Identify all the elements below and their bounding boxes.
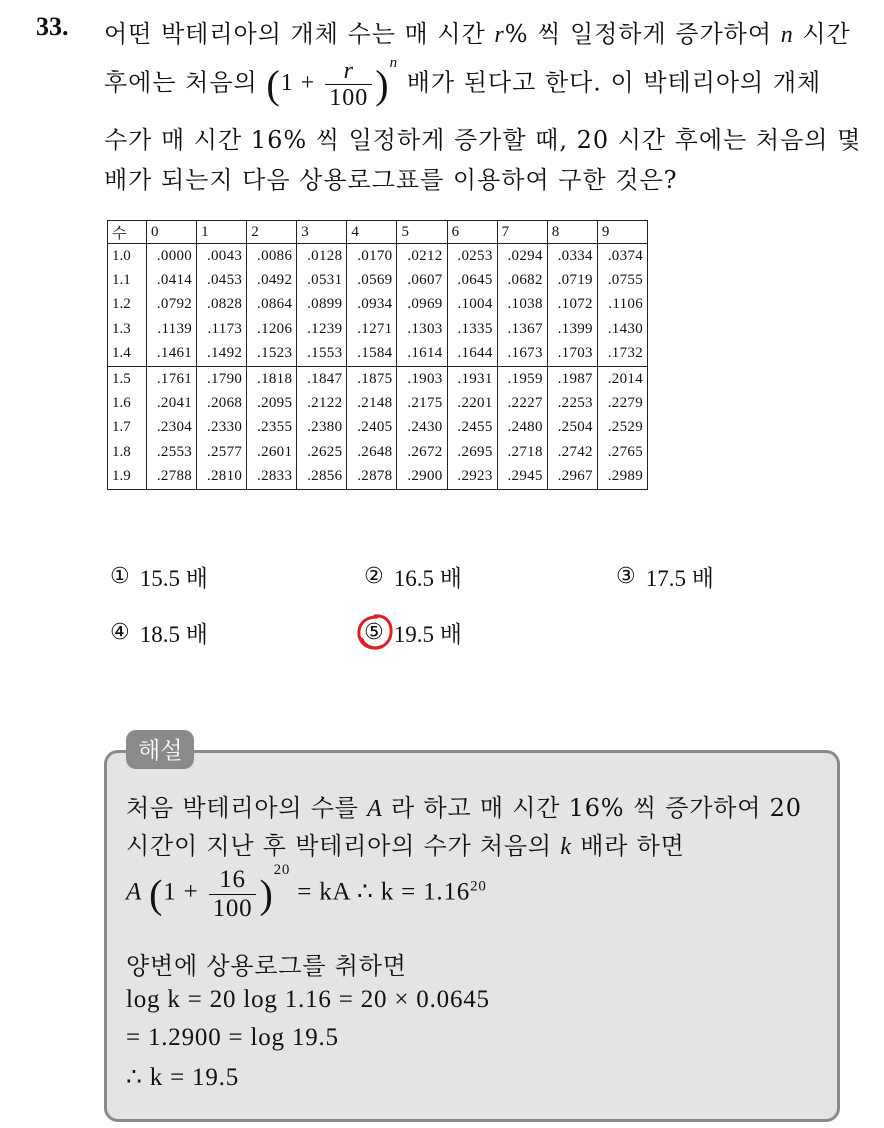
choice-number: ② xyxy=(364,564,384,589)
solution-line-5: log k = 20 log 1.16 = 20 × 0.0645 xyxy=(126,986,490,1013)
log-table-cell: .0170 xyxy=(347,244,397,269)
log-table-cell: .2945 xyxy=(497,465,547,490)
log-table-cell: .1614 xyxy=(397,342,447,367)
variable-k: k xyxy=(560,834,572,860)
log-table-cell: .2742 xyxy=(547,440,597,464)
question-number: 33. xyxy=(36,12,69,41)
eq-exponent: 20 xyxy=(273,862,291,879)
log-table-header: 3 xyxy=(297,221,347,244)
solution-line-2 xyxy=(126,826,685,861)
log-table-cell: .2122 xyxy=(297,391,347,415)
log-table-row-header: 1.2 xyxy=(108,293,147,317)
log-table-cell: .2279 xyxy=(597,391,647,415)
log-table-cell: .0682 xyxy=(497,268,547,292)
log-table-cell: .0000 xyxy=(147,244,197,269)
log-table-cell: .2648 xyxy=(347,440,397,464)
choice-text: 15.5 배 xyxy=(139,566,208,591)
log-table-cell: .0645 xyxy=(447,268,497,292)
choice-text: 16.5 배 xyxy=(393,566,462,591)
solution-line-6: = 1.2900 = log 19.5 xyxy=(126,1024,339,1051)
log-table-cell: .1644 xyxy=(447,342,497,367)
log-table-cell: .1761 xyxy=(147,366,197,391)
log-table-cell: .1303 xyxy=(397,317,447,341)
log-table-row xyxy=(108,293,648,317)
log-table-cell: .1173 xyxy=(197,317,247,341)
solution-text: 배라 하면 xyxy=(571,832,685,860)
solution-equation: A (1 + $\frac{16}{100}$ )$^{20}$ = kA ∴ $k = 1.16^{20}$ xyxy=(126,862,487,922)
log-table-cell: .2878 xyxy=(347,465,397,490)
log-table-cell: .1106 xyxy=(597,293,647,317)
log-table-row-header: 1.8 xyxy=(108,440,147,464)
log-table-cell: .0828 xyxy=(197,293,247,317)
formula-one-plus: 1 + xyxy=(280,70,323,97)
log-table-cell: .2765 xyxy=(597,440,647,464)
choice-text: 17.5 배 xyxy=(645,566,714,591)
log-table-header: 9 xyxy=(597,221,647,244)
log-table-cell: .1584 xyxy=(347,342,397,367)
log-table-cell: .2601 xyxy=(247,440,297,464)
choice-5[interactable] xyxy=(364,616,462,649)
log-table-cell: .0453 xyxy=(197,268,247,292)
log-table-cell: .2380 xyxy=(297,416,347,440)
log-table-cell: .1038 xyxy=(497,293,547,317)
log-table-cell: .1523 xyxy=(247,342,297,367)
log-table-cell: .2175 xyxy=(397,391,447,415)
log-table-cell: .2068 xyxy=(197,391,247,415)
log-table-row xyxy=(108,244,648,269)
log-table-cell: .2227 xyxy=(497,391,547,415)
log-table-cell: .1239 xyxy=(297,317,347,341)
log-table-cell: .0719 xyxy=(547,268,597,292)
growth-formula: (1 + $\frac{r}{100}$ )$^n$ xyxy=(266,55,399,112)
choice-3[interactable] xyxy=(616,560,714,593)
log-table-cell: .0492 xyxy=(247,268,297,292)
log-table-row xyxy=(108,317,648,341)
log-table-header: 8 xyxy=(547,221,597,244)
log-table-cell: .0128 xyxy=(297,244,347,269)
answer-circle-mark-icon xyxy=(356,613,394,651)
variable-n: n xyxy=(780,22,794,48)
log-table-cell: .2788 xyxy=(147,465,197,490)
log-table-row xyxy=(108,268,648,292)
choice-number: ① xyxy=(110,564,130,589)
log-table-cell: .0607 xyxy=(397,268,447,292)
log-table-header: 6 xyxy=(447,221,497,244)
log-table-cell: .2330 xyxy=(197,416,247,440)
log-table-cell: .2923 xyxy=(447,465,497,490)
log-table-header: 4 xyxy=(347,221,397,244)
log-table-cell: .0899 xyxy=(297,293,347,317)
solution-line-1 xyxy=(126,788,802,823)
formula-exponent: n xyxy=(389,55,399,72)
choice-number: ④ xyxy=(110,620,130,645)
log-table-cell: .1271 xyxy=(347,317,397,341)
eq-denominator: 100 xyxy=(212,894,253,922)
log-table-cell: .1430 xyxy=(597,317,647,341)
log-table-cell: .2095 xyxy=(247,391,297,415)
log-table-cell: .2900 xyxy=(397,465,447,490)
choice-1[interactable] xyxy=(110,560,208,593)
log-table-cell: .2577 xyxy=(197,440,247,464)
log-table-cell: .1367 xyxy=(497,317,547,341)
log-table-header-row xyxy=(108,221,648,244)
log-table-cell: .1004 xyxy=(447,293,497,317)
log-table-cell: .1790 xyxy=(197,366,247,391)
question-text: 후에는 처음의 xyxy=(104,68,258,97)
log-table-cell: .0086 xyxy=(247,244,297,269)
log-table-header: 5 xyxy=(397,221,447,244)
log-table-cell: .2201 xyxy=(447,391,497,415)
common-log-table xyxy=(107,220,648,490)
log-table-cell: .2695 xyxy=(447,440,497,464)
question-line-2 xyxy=(104,55,864,112)
log-table-cell: .0294 xyxy=(497,244,547,269)
log-table-cell: .1931 xyxy=(447,366,497,391)
log-table-row-header: 1.1 xyxy=(108,268,147,292)
log-table-cell: .2810 xyxy=(197,465,247,490)
eq-rest: = kA ∴ k = 1.16 xyxy=(290,878,471,906)
log-table-cell: .1461 xyxy=(147,342,197,367)
log-table-row-header: 1.6 xyxy=(108,391,147,415)
log-table-row xyxy=(108,366,648,391)
log-table-cell: .0253 xyxy=(447,244,497,269)
log-table-cell: .2625 xyxy=(297,440,347,464)
log-table-header: 0 xyxy=(147,221,197,244)
log-table-cell: .1818 xyxy=(247,366,297,391)
choice-text: 18.5 배 xyxy=(139,622,208,647)
question-text: % 씩 일정하게 증가하여 xyxy=(504,20,781,48)
log-table-header: 2 xyxy=(247,221,297,244)
log-table-cell: .2718 xyxy=(497,440,547,464)
log-table-cell: .2833 xyxy=(247,465,297,490)
log-table-cell: .2989 xyxy=(597,465,647,490)
log-table-cell: .1206 xyxy=(247,317,297,341)
solution-tag: 해설 xyxy=(126,730,194,769)
log-table-row-header: 1.3 xyxy=(108,317,147,341)
log-table-cell: .2672 xyxy=(397,440,447,464)
log-table-row xyxy=(108,465,648,490)
choice-number xyxy=(364,620,384,645)
log-table-cell: .1875 xyxy=(347,366,397,391)
log-table-row-header: 1.5 xyxy=(108,366,147,391)
choice-number-glyph: ⑤ xyxy=(364,620,384,645)
log-table-cell: .2148 xyxy=(347,391,397,415)
log-table-cell: .0212 xyxy=(397,244,447,269)
log-table-cell: .0792 xyxy=(147,293,197,317)
variable-A: A xyxy=(367,796,383,822)
log-table-cell: .1732 xyxy=(597,342,647,367)
log-table-cell: .0934 xyxy=(347,293,397,317)
question-line-3: 수가 매 시간 16% 씩 일정하게 증가할 때, 20 시간 후에는 처음의 몇 xyxy=(104,126,862,154)
choice-number: ③ xyxy=(616,564,636,589)
log-table-cell: .1987 xyxy=(547,366,597,391)
log-table-cell: .2553 xyxy=(147,440,197,464)
log-table-cell: .2967 xyxy=(547,465,597,490)
log-table-header: 7 xyxy=(497,221,547,244)
log-table-row-header: 1.7 xyxy=(108,416,147,440)
log-table-row xyxy=(108,342,648,367)
log-table-header: 1 xyxy=(197,221,247,244)
log-table-cell: .1847 xyxy=(297,366,347,391)
log-table-cell: .1139 xyxy=(147,317,197,341)
eq-rest-exponent: 20 xyxy=(470,878,487,895)
eq-A: A xyxy=(126,878,143,906)
log-table-cell: .0334 xyxy=(547,244,597,269)
log-table-row xyxy=(108,440,648,464)
log-table-cell: .1903 xyxy=(397,366,447,391)
choice-2[interactable] xyxy=(364,560,462,593)
log-table-cell: .0043 xyxy=(197,244,247,269)
log-table-cell: .0374 xyxy=(597,244,647,269)
log-table-cell: .0569 xyxy=(347,268,397,292)
log-table-cell: .2480 xyxy=(497,416,547,440)
log-table-body xyxy=(108,244,648,490)
log-table-cell: .2455 xyxy=(447,416,497,440)
formula-denominator: 100 xyxy=(329,85,369,112)
choice-text: 19.5 배 xyxy=(393,622,462,647)
log-table-cell: .2304 xyxy=(147,416,197,440)
log-table-cell: .1673 xyxy=(497,342,547,367)
log-table-cell: .0864 xyxy=(247,293,297,317)
log-table-cell: .2405 xyxy=(347,416,397,440)
log-table-cell: .0531 xyxy=(297,268,347,292)
eq-one-plus: 1 + xyxy=(163,878,206,906)
log-table-cell: .1335 xyxy=(447,317,497,341)
log-table-cell: .2041 xyxy=(147,391,197,415)
log-table-cell: .0755 xyxy=(597,268,647,292)
solution-text: 시간이 지난 후 박테리아의 수가 처음의 xyxy=(126,832,561,860)
question-line-1 xyxy=(104,14,864,49)
log-table-cell: .2856 xyxy=(297,465,347,490)
log-table-cell: .1492 xyxy=(197,342,247,367)
log-table-cell: .1959 xyxy=(497,366,547,391)
log-table-cell: .1072 xyxy=(547,293,597,317)
log-table-cell: .2014 xyxy=(597,366,647,391)
log-table-cell: .0969 xyxy=(397,293,447,317)
formula-numerator: r xyxy=(325,58,372,85)
log-table-cell: .2253 xyxy=(547,391,597,415)
log-table-cell: .2529 xyxy=(597,416,647,440)
log-table-row xyxy=(108,416,648,440)
eq-numerator: 16 xyxy=(209,866,257,895)
log-table-cell: .1399 xyxy=(547,317,597,341)
log-table-row-header: 1.4 xyxy=(108,342,147,367)
solution-text: 라 하고 매 시간 16% 씩 증가하여 20 xyxy=(382,794,802,822)
log-table-row xyxy=(108,391,648,415)
log-table-cell: .0414 xyxy=(147,268,197,292)
log-table-cell: .1703 xyxy=(547,342,597,367)
solution-text: 처음 박테리아의 수를 xyxy=(126,794,368,822)
question-text: 어떤 박테리아의 개체 수는 매 시간 xyxy=(104,20,495,48)
log-table-row-header: 1.0 xyxy=(108,244,147,269)
choice-4[interactable] xyxy=(110,616,208,649)
question-text: 시간 xyxy=(793,20,851,48)
solution-line-4: 양변에 상용로그를 취하면 xyxy=(126,952,407,980)
log-table-cell: .1553 xyxy=(297,342,347,367)
eq-fraction xyxy=(209,866,257,922)
log-table-cell: .2430 xyxy=(397,416,447,440)
solution-line-7: ∴ k = 19.5 xyxy=(126,1064,240,1091)
formula-fraction xyxy=(325,58,372,112)
question-text: 배가 된다고 한다. 이 박테리아의 개체 xyxy=(398,68,822,97)
log-table-row-header: 1.9 xyxy=(108,465,147,490)
log-table-header: 수 xyxy=(108,221,147,244)
question-line-4: 배가 되는지 다음 상용로그표를 이용하여 구한 것은? xyxy=(104,166,678,194)
variable-r: r xyxy=(494,22,505,48)
log-table-cell: .2504 xyxy=(547,416,597,440)
log-table-cell: .2355 xyxy=(247,416,297,440)
